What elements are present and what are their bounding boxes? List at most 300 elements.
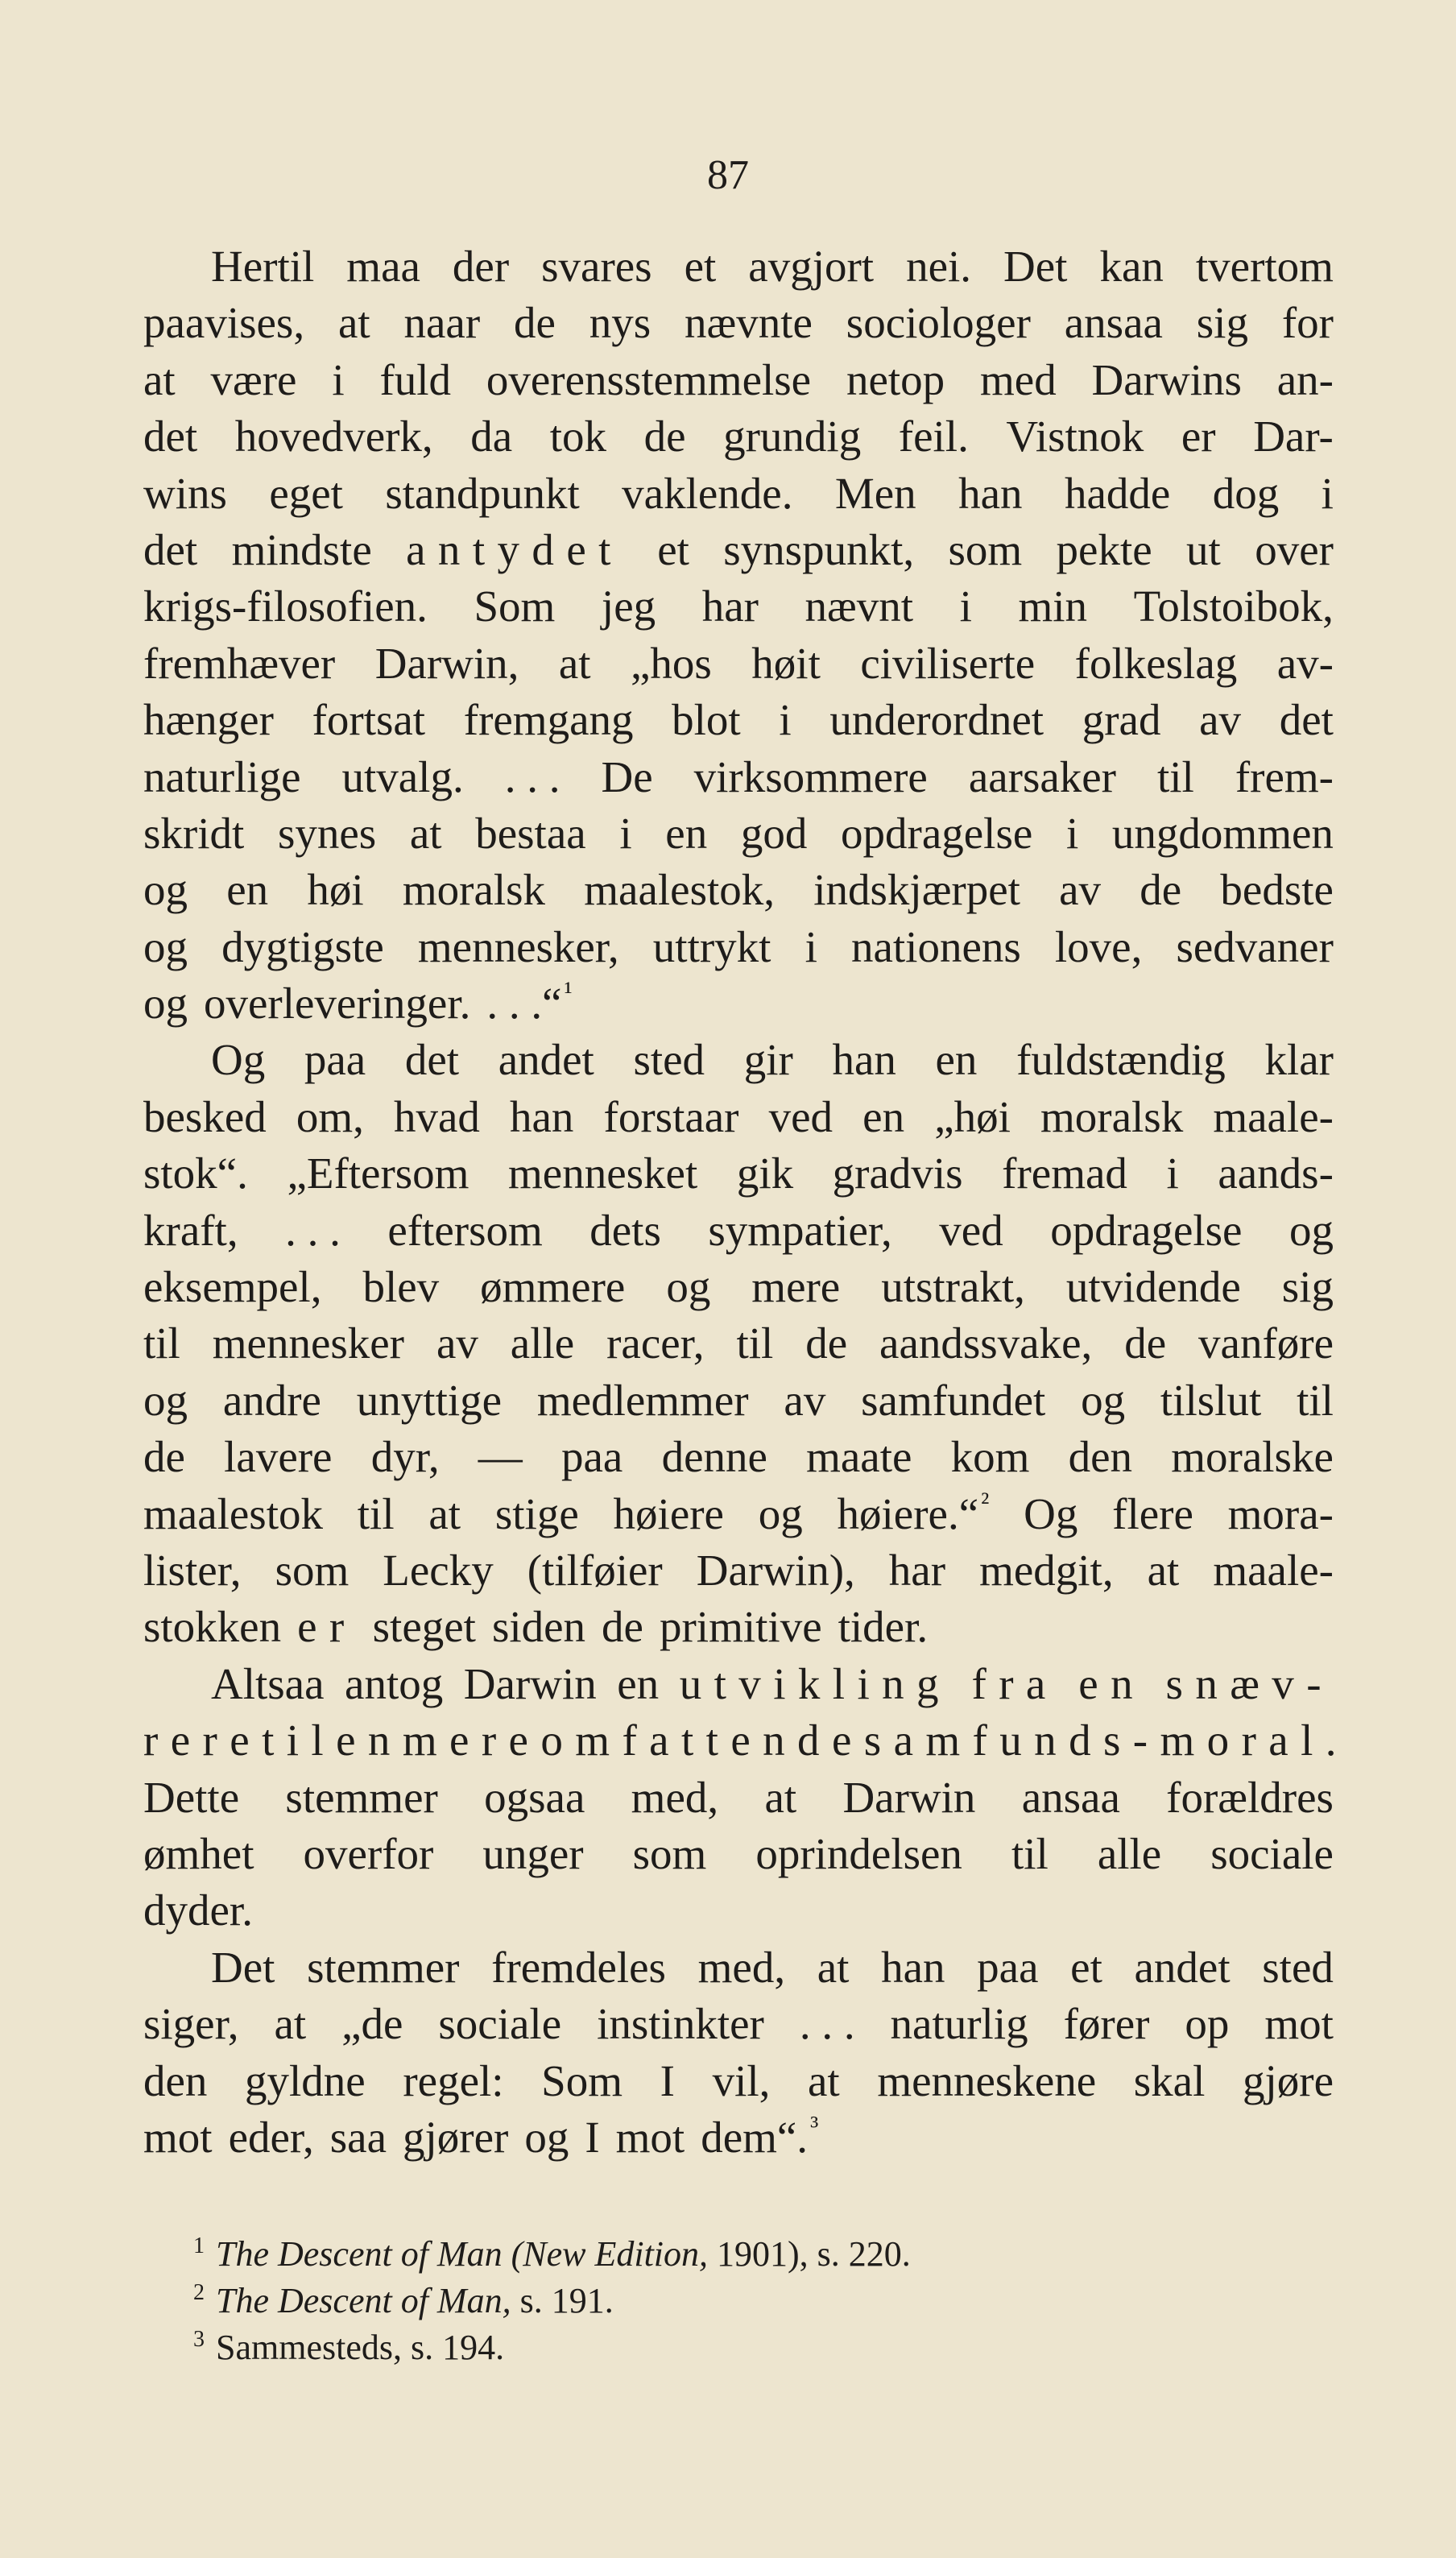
word: menneskene: [877, 2055, 1097, 2105]
footnote-title: The Descent of Man (New Edition,: [216, 2234, 709, 2274]
word: mot: [143, 2112, 213, 2162]
word: eksempel,: [143, 1262, 322, 1312]
word: mere: [751, 1262, 841, 1312]
word: opdragelse: [1050, 1205, 1243, 1255]
word: fortsat: [312, 695, 426, 745]
word: naturlige: [143, 751, 301, 801]
text-line: [143, 805, 1334, 862]
word: Lecky: [383, 1545, 494, 1595]
word: forstaar: [603, 1091, 739, 1141]
text-line: [143, 919, 1334, 975]
word: overfor: [303, 1828, 434, 1878]
word: maate: [806, 1432, 912, 1482]
word: ogsaa: [484, 1772, 585, 1822]
word: med: [980, 354, 1057, 404]
word: han: [881, 1942, 945, 1992]
word: racer,: [606, 1318, 705, 1368]
word: som: [275, 1545, 350, 1595]
word: hovedverk,: [234, 412, 433, 462]
text-line: [143, 1599, 1334, 1655]
word: skal: [1133, 2055, 1206, 2105]
word: han: [510, 1091, 574, 1141]
word: op: [1185, 1999, 1230, 2049]
word: mennesker,: [417, 921, 619, 971]
word: til: [736, 1318, 774, 1368]
word: fuldstændig: [1016, 1035, 1226, 1085]
text-line: [143, 1429, 1334, 1485]
word: . . .: [285, 1205, 341, 1255]
word: alle: [1097, 1828, 1162, 1878]
word: gik: [736, 1149, 794, 1198]
word: ut: [1186, 524, 1221, 574]
word: „de: [341, 1999, 403, 2049]
word: synes: [277, 808, 377, 858]
word: samfunds-moral.: [863, 1716, 1349, 1765]
word: netop: [846, 354, 945, 404]
word: der: [452, 242, 510, 291]
text-line: [143, 862, 1334, 918]
word: at: [428, 1488, 461, 1538]
footnote-marker: 3: [193, 2327, 205, 2352]
word: maale-: [1213, 1545, 1334, 1595]
word: Darwin: [463, 1658, 597, 1708]
text-line: [143, 352, 1334, 408]
word: gyldne: [245, 2055, 366, 2105]
word: pekte: [1056, 524, 1152, 574]
word: er: [1181, 412, 1216, 462]
text-line: [143, 1032, 1334, 1088]
word: et: [657, 524, 689, 574]
word: sociale: [438, 1999, 562, 2049]
word: fører: [1063, 1999, 1150, 2049]
footnote-text: Sammesteds, s. 194.: [216, 2328, 505, 2367]
word: de: [805, 1318, 848, 1368]
word: medgit,: [979, 1545, 1114, 1595]
word: en: [665, 808, 708, 858]
word: til: [1011, 1828, 1049, 1878]
word: mot: [1264, 1999, 1334, 2049]
word: Som: [474, 582, 556, 631]
word: tok: [549, 412, 607, 462]
word: og: [1288, 1205, 1334, 1255]
word: et: [1070, 1942, 1102, 1992]
word: stok“.: [143, 1149, 248, 1198]
word: hvad: [393, 1091, 480, 1141]
word: krigs-filosofien.: [143, 582, 428, 631]
word: grundig: [723, 412, 862, 462]
word: som: [632, 1828, 707, 1878]
word: i: [332, 354, 345, 404]
text-line: [143, 2109, 1334, 2166]
word: indskjærpet: [813, 865, 1020, 915]
word: og: [143, 921, 188, 971]
word: denne: [661, 1432, 767, 1482]
word: underordnet: [829, 695, 1044, 745]
word: gjører: [402, 2112, 509, 2162]
word: til: [357, 1488, 395, 1538]
word: Det: [211, 1942, 275, 1992]
word: høit: [751, 638, 821, 688]
footnote-1: [193, 2223, 1240, 2274]
word: i: [1065, 808, 1079, 858]
word: tilslut: [1160, 1375, 1262, 1425]
word: avgjort: [748, 242, 875, 291]
text-line: [143, 1089, 1334, 1145]
word: an-: [1276, 354, 1334, 404]
word: og: [758, 1488, 803, 1538]
word: kan: [1099, 242, 1164, 291]
word: sympatier,: [708, 1205, 892, 1255]
text-line: [143, 1486, 1334, 1542]
word: svares: [541, 242, 652, 291]
text-line: [143, 1315, 1334, 1372]
word: sig: [1281, 1262, 1334, 1312]
word: eftersom: [387, 1205, 543, 1255]
footnote-title: The Descent of Man,: [216, 2281, 511, 2320]
word: stemmer: [307, 1942, 460, 1992]
word: blev: [362, 1262, 440, 1312]
word: nys: [589, 298, 651, 348]
word: bedste: [1220, 865, 1334, 915]
word: og: [1081, 1375, 1126, 1425]
word: moralske: [1171, 1432, 1334, 1482]
word: fremhæver: [143, 638, 336, 688]
word: til: [262, 1716, 337, 1765]
word: de: [1124, 1318, 1167, 1368]
word: ungdommen: [1111, 808, 1334, 858]
text-line: [143, 1769, 1334, 1826]
word: et: [684, 242, 717, 291]
word: Darwin: [842, 1772, 976, 1822]
text-line: [143, 635, 1334, 692]
word: da: [470, 412, 513, 462]
word: folkeslag: [1074, 638, 1238, 688]
word: regel:: [403, 2055, 504, 2105]
word: som: [948, 524, 1023, 574]
word: de: [143, 1432, 185, 1482]
word: god: [740, 808, 808, 858]
word: mindste: [231, 524, 372, 574]
word: stige: [494, 1488, 579, 1538]
word: Vistnok: [1006, 412, 1144, 462]
text-line: [143, 578, 1334, 635]
word: at: [337, 298, 370, 348]
footnote-text: s. 191.: [511, 2281, 614, 2320]
word: en: [935, 1035, 978, 1085]
word: De: [601, 751, 653, 801]
word: maale-: [1213, 1091, 1334, 1141]
word: av: [784, 1375, 826, 1425]
word: grad: [1082, 695, 1161, 745]
word: antog: [345, 1658, 444, 1708]
word: overleveringer.: [204, 979, 471, 1029]
text-line: [143, 295, 1334, 351]
footnote-marker: 2: [193, 2280, 205, 2305]
word: og: [143, 979, 188, 1029]
word: paavises,: [143, 298, 305, 348]
text-line: [143, 1882, 1334, 1939]
text-line: [143, 2053, 1334, 2109]
word: stokken: [143, 1602, 282, 1652]
word: de: [643, 412, 686, 462]
word: en: [226, 865, 269, 915]
word: rere: [143, 1716, 263, 1765]
word: naturlig: [890, 1999, 1028, 2049]
text-line: [143, 408, 1334, 465]
word: at: [143, 354, 176, 404]
word: ved: [939, 1205, 1003, 1255]
word: siden: [491, 1602, 586, 1652]
word: siger,: [143, 1999, 239, 2049]
text-line: [143, 1826, 1334, 1882]
word: uttrykt: [652, 921, 771, 971]
word: har: [701, 582, 759, 631]
word: med,: [697, 1942, 786, 1992]
word: at: [558, 638, 591, 688]
footnote-marker: 1: [193, 2233, 205, 2258]
word: . . .: [504, 751, 560, 801]
word: paa: [561, 1432, 623, 1482]
word: dets: [589, 1205, 661, 1255]
word: paa: [304, 1035, 366, 1085]
word: virksommere: [693, 751, 928, 801]
text-line: [143, 975, 1334, 1032]
word: i: [619, 808, 632, 858]
word: fremgang: [463, 695, 634, 745]
word: mennesket: [508, 1149, 698, 1198]
word: av-: [1276, 638, 1334, 688]
word: vaklende.: [622, 468, 793, 518]
word: instinkter: [597, 1999, 764, 2049]
word: og: [666, 1262, 711, 1312]
word: fremdeles: [491, 1942, 666, 1992]
word: unyttige: [356, 1375, 503, 1425]
word: „Eftersom: [287, 1149, 469, 1198]
footnote-reference: ³: [810, 2110, 819, 2141]
text-line: [143, 1372, 1334, 1429]
word: og: [524, 2112, 569, 2162]
text-line: [143, 1202, 1334, 1259]
text-line: [143, 1656, 1334, 1712]
body-text: [143, 238, 1349, 2166]
word: fremad: [1002, 1149, 1127, 1198]
word: til: [143, 1318, 180, 1368]
word: flere: [1112, 1488, 1193, 1538]
word: sociale: [1210, 1828, 1334, 1878]
word: mot: [615, 2112, 685, 2162]
word: nei.: [906, 242, 972, 291]
word: moralsk: [1040, 1091, 1184, 1141]
word: de: [1140, 865, 1182, 915]
word: blot: [672, 695, 741, 745]
word: Darwin),: [696, 1545, 855, 1595]
word: synspunkt,: [723, 524, 915, 574]
word: er: [297, 1602, 357, 1652]
word: en: [862, 1091, 905, 1141]
word: til: [1297, 1375, 1334, 1425]
word: besked: [143, 1091, 267, 1141]
text-line: [143, 522, 1334, 578]
word: omfattende: [540, 1716, 864, 1765]
word: hænger: [143, 695, 274, 745]
word: at: [274, 1999, 307, 2049]
page-number: 87: [707, 152, 749, 198]
word: om,: [296, 1091, 364, 1141]
word: unger: [482, 1828, 584, 1878]
word: det: [1279, 695, 1334, 745]
word: aandssvake,: [879, 1318, 1093, 1368]
word: maa: [346, 242, 420, 291]
word: sedvaner: [1176, 921, 1334, 971]
word: Og: [211, 1035, 266, 1085]
word: høi: [307, 865, 364, 915]
text-line: [143, 1996, 1334, 2052]
word: de: [514, 298, 556, 348]
word: utvikling: [679, 1658, 951, 1708]
word: mennesker: [212, 1318, 405, 1368]
word: lavere: [224, 1432, 333, 1482]
word: min: [1018, 582, 1088, 631]
word: sted: [633, 1035, 705, 1085]
footnote-reference: ¹: [564, 977, 573, 1008]
word: av: [436, 1318, 478, 1368]
word: det: [404, 1035, 460, 1085]
word: dyr,: [370, 1432, 440, 1482]
word: dyder.: [143, 1885, 253, 1935]
word: alle: [510, 1318, 575, 1368]
word: i: [805, 921, 817, 971]
word: høiere: [613, 1488, 724, 1538]
word: hadde: [1064, 468, 1171, 518]
word: andet: [1134, 1942, 1231, 1992]
word: at: [1147, 1545, 1180, 1595]
word: være: [210, 354, 297, 404]
word: nationens: [850, 921, 1021, 971]
text-line: [143, 1939, 1334, 1996]
word: han: [958, 468, 1023, 518]
word: og: [143, 1375, 188, 1425]
word: kom: [950, 1432, 1030, 1482]
word: forældres: [1166, 1772, 1334, 1822]
word: . . .“$^{^1}$: [486, 977, 573, 1029]
word: ansaa: [1064, 298, 1163, 348]
word: utvalg.: [341, 751, 464, 801]
word: eder,: [228, 2112, 314, 2162]
footnote-text: 1901), s. 220.: [708, 2234, 911, 2274]
text-line: [143, 466, 1334, 522]
text-line: [143, 1542, 1334, 1599]
word: ansaa: [1021, 1772, 1120, 1822]
word: steget: [372, 1602, 476, 1652]
word: Det: [1003, 242, 1068, 291]
word: Som: [541, 2055, 623, 2105]
word: at: [808, 2055, 840, 2105]
word: andet: [498, 1035, 594, 1085]
word: de: [602, 1602, 643, 1652]
word: maalestok: [143, 1488, 323, 1538]
word: det: [143, 412, 198, 462]
word: dog: [1212, 468, 1280, 518]
word: Og: [1024, 1488, 1078, 1538]
text-line: [143, 238, 1334, 295]
word: Dette: [143, 1772, 240, 1822]
word: „høi: [934, 1091, 1011, 1141]
word: Tolstoibok,: [1133, 582, 1334, 631]
word: opdragelse: [841, 808, 1033, 858]
word: civiliserte: [860, 638, 1036, 688]
word: gradvis: [832, 1149, 963, 1198]
word: Dar-: [1253, 412, 1334, 462]
footnote-reference: ²: [981, 1487, 990, 1517]
word: Hertil: [211, 242, 315, 291]
word: lister,: [143, 1545, 242, 1595]
word: den: [1068, 1432, 1133, 1482]
text-line: [143, 1259, 1334, 1315]
word: naar: [403, 298, 481, 348]
word: og: [143, 865, 188, 915]
word: nævnte: [685, 298, 813, 348]
word: stemmer: [285, 1772, 438, 1822]
word: av: [1199, 695, 1242, 745]
word: vil,: [712, 2055, 771, 2105]
word: en: [336, 1716, 403, 1765]
word: gir: [743, 1035, 793, 1085]
word: skridt: [143, 808, 245, 858]
word: klar: [1264, 1035, 1334, 1085]
word: at: [409, 808, 442, 858]
word: jeg: [601, 582, 656, 631]
word: fra: [971, 1658, 1058, 1708]
word: utvidende: [1065, 1262, 1241, 1312]
word: i: [779, 695, 792, 745]
footnote-3: [193, 2316, 1240, 2367]
word: til: [1157, 751, 1194, 801]
word: (tilføier: [527, 1545, 663, 1595]
footnotes: [193, 2223, 1240, 2367]
word: med,: [631, 1772, 719, 1822]
text-line: [143, 749, 1334, 805]
word: det: [143, 524, 198, 574]
word: aands-: [1218, 1149, 1334, 1198]
word: over: [1255, 524, 1334, 574]
word: I: [660, 2055, 675, 2105]
word: den: [143, 2055, 208, 2105]
word: nævnt: [805, 582, 914, 631]
word: mere: [402, 1716, 541, 1765]
word: sig: [1196, 298, 1248, 348]
word: medlemmer: [536, 1375, 749, 1425]
word: mora-: [1227, 1488, 1334, 1538]
word: antydet: [406, 524, 623, 574]
word: primitive: [659, 1602, 822, 1652]
word: at: [817, 1942, 850, 1992]
word: ved: [768, 1091, 833, 1141]
word: sociologer: [846, 298, 1031, 348]
word: feil.: [898, 412, 969, 462]
word: paa: [977, 1942, 1039, 1992]
word: —: [478, 1432, 523, 1482]
word: av: [1059, 865, 1102, 915]
text-line: [143, 692, 1334, 748]
word: ømhet: [143, 1828, 254, 1878]
word: fuld: [379, 354, 452, 404]
word: snæv-: [1165, 1658, 1334, 1708]
word: saa: [329, 2112, 387, 2162]
word: dem“.$^{^3}$: [701, 2110, 819, 2162]
word: oprindelsen: [755, 1828, 962, 1878]
word: i: [959, 582, 972, 631]
word: andre: [222, 1375, 321, 1425]
